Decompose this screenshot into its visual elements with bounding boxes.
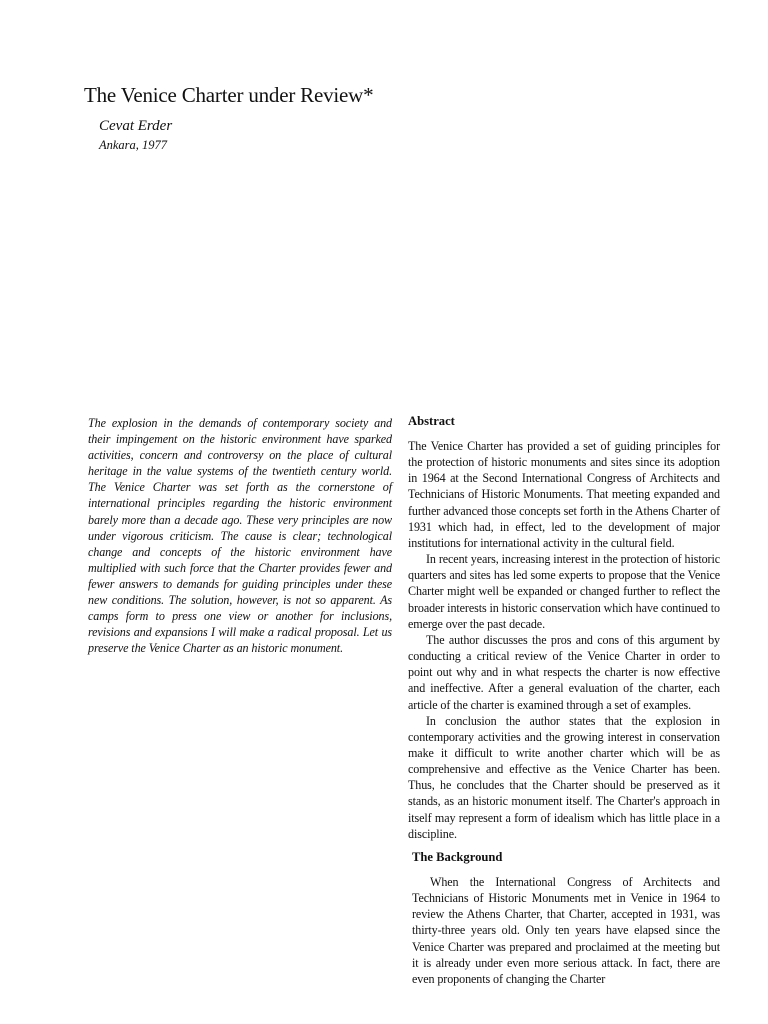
summary-column xyxy=(88,415,392,656)
author-name: Cevat Erder xyxy=(99,118,173,134)
background-heading: The Background xyxy=(412,849,503,864)
summary-paragraph: The explosion in the demands of contemporary society and their impingement on the historic environment have sparked activities, concern and controversy on the place of cultural heritage in the value systems of the twentieth century world. The Venice Charter was set forth as the cornerstone of international principles regarding the historic environment barely more than a decade ago. These very principles are now under vigorous criticism. The cause is clear; technological change and concepts of the historic environment have multiplied with such force that the Charter provides fewer and fewer answers to demands for guiding principles under these new conditions. The solution, however, is not so apparent. As camps form to press one view or another for inclusions, revisions and expansions I will make a radical proposal. Let us preserve the Venice Charter as an historic monument. xyxy=(88,416,392,656)
background-paragraph: When the International Congress of Architects and Technicians of Historic Monuments met in Venice in 1964 to review the Athens Charter, that Charter, accepted in 1931, was thirty-three years old. Only ten years have elapsed since the Venice Charter was prepared and proclaimed at the meeting but it is already under even more serious attack. In fact, there are even proponents of changing the Charter xyxy=(412,874,720,986)
main-column xyxy=(408,412,720,987)
abstract-heading: Abstract xyxy=(408,414,455,428)
abstract-paragraph-1: The Venice Charter has provided a set of guiding principles for the protection of historic monuments and sites since its adoption in 1964 at the Second International Congress of Architects and Technicians of Historic Monuments. That meeting expanded and further advanced those concepts set forth in the Athens Charter of 1931 which had, in effect, led to the development of major institutions for international activity in the cultural field. xyxy=(408,439,720,550)
abstract-paragraph-3: The author discusses the pros and cons of this argument by conducting a critical review of the Venice Charter in order to point out why and in what respects the charter is now effective and ineffective. After a general evaluation of the charter, each article of the charter is examined through a set of examples. xyxy=(408,632,720,712)
abstract-paragraph-2: In recent years, increasing interest in the protection of historic quarters and sites has led some experts to propose that the Venice Charter might well be expanded or changed further to reflect the broader interests in historic conservation which have continued to emerge over the past decade. xyxy=(408,552,720,631)
article-title: The Venice Charter under Review* xyxy=(84,83,374,107)
abstract-paragraph-4: In conclusion the author states that the explosion in contemporary activities and the growing interest in conservation make it difficult to write another charter which will be as comprehensive and effective as the Venice Charter has been. Thus, he concludes that the Charter should be preserved as it stands, as an historic monument itself. The Charter's approach in itself may represent a form of idealism which has little place in a discipline. xyxy=(408,713,720,841)
author-location-year: Ankara, 1977 xyxy=(99,138,168,152)
